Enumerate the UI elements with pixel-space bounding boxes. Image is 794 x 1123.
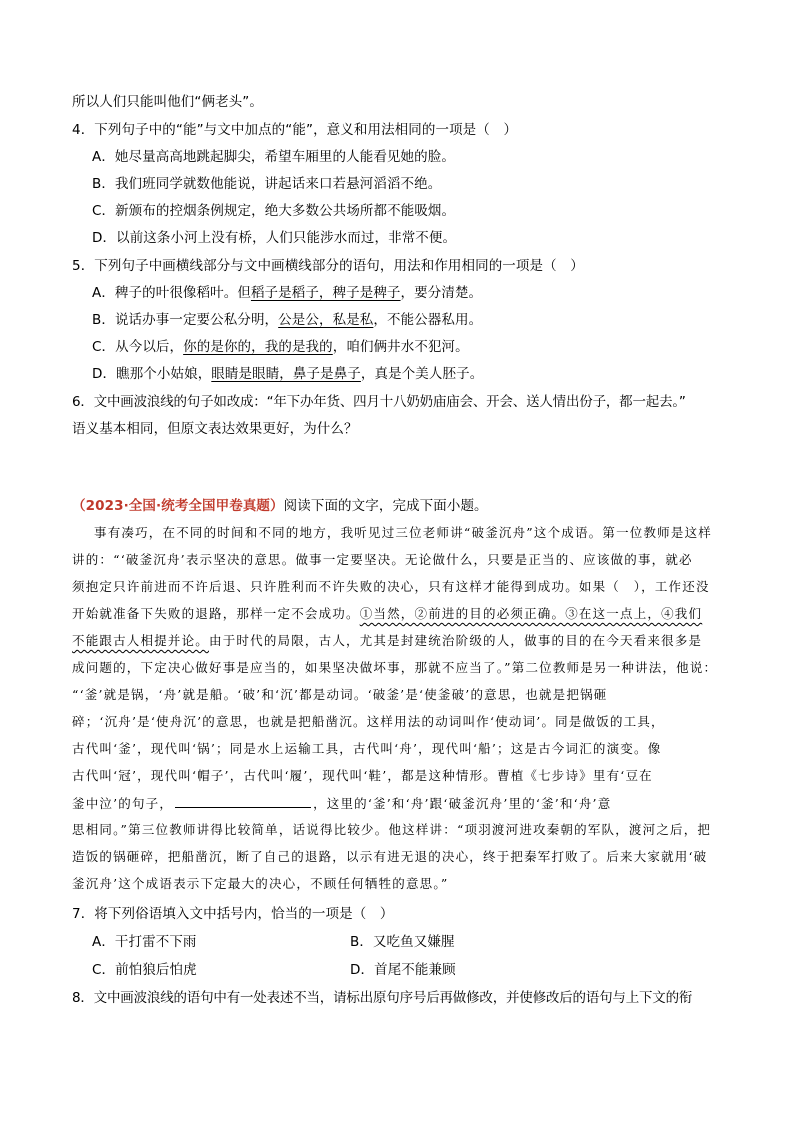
q4-option-c: C．新颁布的控烟条例规定，绝大多数公共场所都不能吸烟。 xyxy=(92,203,456,219)
q7-option-c: C．前怕狼后怕虎 xyxy=(92,962,197,978)
passage-line-13: 造饭的锅砸碎，把船凿沉，断了自己的退路，以示有进无退的决心，终于把秦军打败了。后来大家就用‘破 xyxy=(72,849,708,864)
wavy-sentence-part-1: ①当然，②前进的目的必须正确。③在这一点上，④我们 xyxy=(359,606,703,621)
q4-option-a: A．她尽量高高地跳起脚尖，希望车厢里的人能看见她的脸。 xyxy=(92,149,455,165)
q4-option-b: B．我们班同学就数他能说，讲起话来口若悬河滔滔不绝。 xyxy=(92,176,442,192)
passage-line-6: 成问题的，下定决心做好事是应当的，如果坚决做坏事，那就不应当了。”第二位教师是另一种讲法，他说： xyxy=(72,660,718,675)
q5-d-post: ，真是个美人胚子。 xyxy=(360,366,484,382)
passage-line-4 xyxy=(72,604,702,624)
passage-line-11 xyxy=(72,793,611,814)
passage-line-8: 碎；‘沉舟’是‘使舟沉’的意思，也就是把船凿沉。这样用法的动词叫作‘使动词’。同是做饭的工具， xyxy=(72,714,665,729)
passage-line-10: 古代叫‘冠’，现代叫‘帽子’，古代叫‘履’，现代叫‘鞋’，都是这种情形。曹植《七步诗》里有‘豆在 xyxy=(72,768,653,783)
passage-line-4-text: 开始就准备下失败的退路，那样一定不会成功。 xyxy=(72,606,360,621)
q7-option-a: A．干打雷不下雨 xyxy=(92,934,197,950)
passage-line-7: “‘釜’就是锅，‘舟’就是船。‘破’和‘沉’都是动词。‘破釜’是‘使釜破’的意思，也就是把锅砸 xyxy=(72,687,608,702)
q5-option-d xyxy=(92,364,483,384)
passage-line-14: 釜沉舟’这个成语表示下定最大的决心，不顾任何牺牲的意思。” xyxy=(72,876,449,891)
passage-line-11-pre: 釜中泣’的句子， xyxy=(72,796,174,811)
passage-line-2: 讲的：“‘破釜沉舟’表示坚决的意思。做事一定要坚决。无论做什么，只要是正当的、应该做的事，就必 xyxy=(72,552,693,567)
passage-line-3: 须抱定只许前进而不许后退、只许胜利而不许失败的决心，只有这样才能得到成功。如果（ ），工作还没 xyxy=(72,579,710,594)
passage-line-5-text: 由于时代的局限，古人，尤其是封建统治阶级的人，做事的目的在今天看来很多是 xyxy=(209,633,703,648)
wavy-sentence-part-2: 不能跟古人相提并论。 xyxy=(72,633,210,648)
q8-stem: 8．文中画波浪线的语句中有一处表述不当，请标出原句序号后再做修改，并使修改后的语句与上下文的衔 xyxy=(72,990,693,1006)
q5-d-underlined: 眼睛是眼睛，鼻子是鼻子 xyxy=(211,366,361,382)
q5-option-c xyxy=(92,337,469,357)
q7-option-b: B．又吃鱼又嫌腥 xyxy=(350,934,455,950)
passage-line-11-post: ，这里的‘釜’和‘舟’跟‘破釜沉舟’里的‘釜’和‘舟’意 xyxy=(313,796,612,811)
q5-d-pre: D．瞧那个小姑娘， xyxy=(92,366,212,382)
passage-line-1: 事有凑巧，在不同的时间和不同的地方，我听见过三位老师讲“破釜沉舟”这个成语。第一位教师是这样 xyxy=(94,525,712,540)
q6-line-1: 6．文中画波浪线的句子如改成：“年下办年货、四月十八奶奶庙庙会、开会、送人情出份子，都一起去。” xyxy=(72,394,686,410)
q5-option-a xyxy=(92,283,482,303)
passage-line-12: 思相同。”第三位教师讲得比较简单，话说得比较少。他这样讲：“项羽渡河进攻秦朝的军队，渡河之后，把 xyxy=(72,822,712,837)
reading-instruction: 阅读下面的文字，完成下面小题。 xyxy=(283,498,488,514)
q7-option-d: D．首尾不能兼顾 xyxy=(350,962,456,978)
q6-line-2: 语义基本相同，但原文表达效果更好，为什么？ xyxy=(72,421,358,437)
q4-option-d: D．以前这条小河上没有桥，人们只能涉水而过，非常不便。 xyxy=(92,230,457,246)
top-line: 所以人们只能叫他们“俩老头”。 xyxy=(72,94,263,110)
q5-a-post: ，要分清楚。 xyxy=(400,285,483,301)
q5-c-post: ，咱们俩井水不犯河。 xyxy=(332,339,469,355)
exam-source: （2023·全国·统考全国甲卷真题） xyxy=(72,498,284,514)
q5-a-underlined: 稻子是稻子，稗子是稗子 xyxy=(250,285,401,301)
q5-c-underlined: 你的是你的，我的是我的 xyxy=(183,339,333,355)
q5-b-underlined: 公是公，私是私 xyxy=(278,312,374,328)
q5-b-pre: B．说话办事一定要公私分明， xyxy=(92,312,279,328)
q5-c-pre: C．从今以后， xyxy=(92,339,184,355)
q5-a-pre: A．稗子的叶很像稻叶。但 xyxy=(92,285,251,301)
passage-line-9: 古代叫‘釜’，现代叫‘锅’；同是水上运输工具，古代叫‘舟’，现代叫‘船’；这是古今词汇的演变。像 xyxy=(72,741,662,756)
passage-line-5 xyxy=(72,631,702,651)
answer-blank[interactable] xyxy=(175,793,311,808)
q5-stem: 5．下列句子中画横线部分与文中画横线部分的语句，用法和作用相同的一项是（ ） xyxy=(72,258,584,274)
q5-option-b xyxy=(92,310,482,330)
q7-stem: 7．将下列俗语填入文中括号内，恰当的一项是（ ） xyxy=(72,906,394,922)
q4-stem: 4．下列句子中的“能”与文中加点的“能”，意义和用法相同的一项是（ ） xyxy=(72,122,518,138)
q5-b-post: ，不能公器私用。 xyxy=(373,312,483,328)
section2-heading xyxy=(72,496,488,516)
